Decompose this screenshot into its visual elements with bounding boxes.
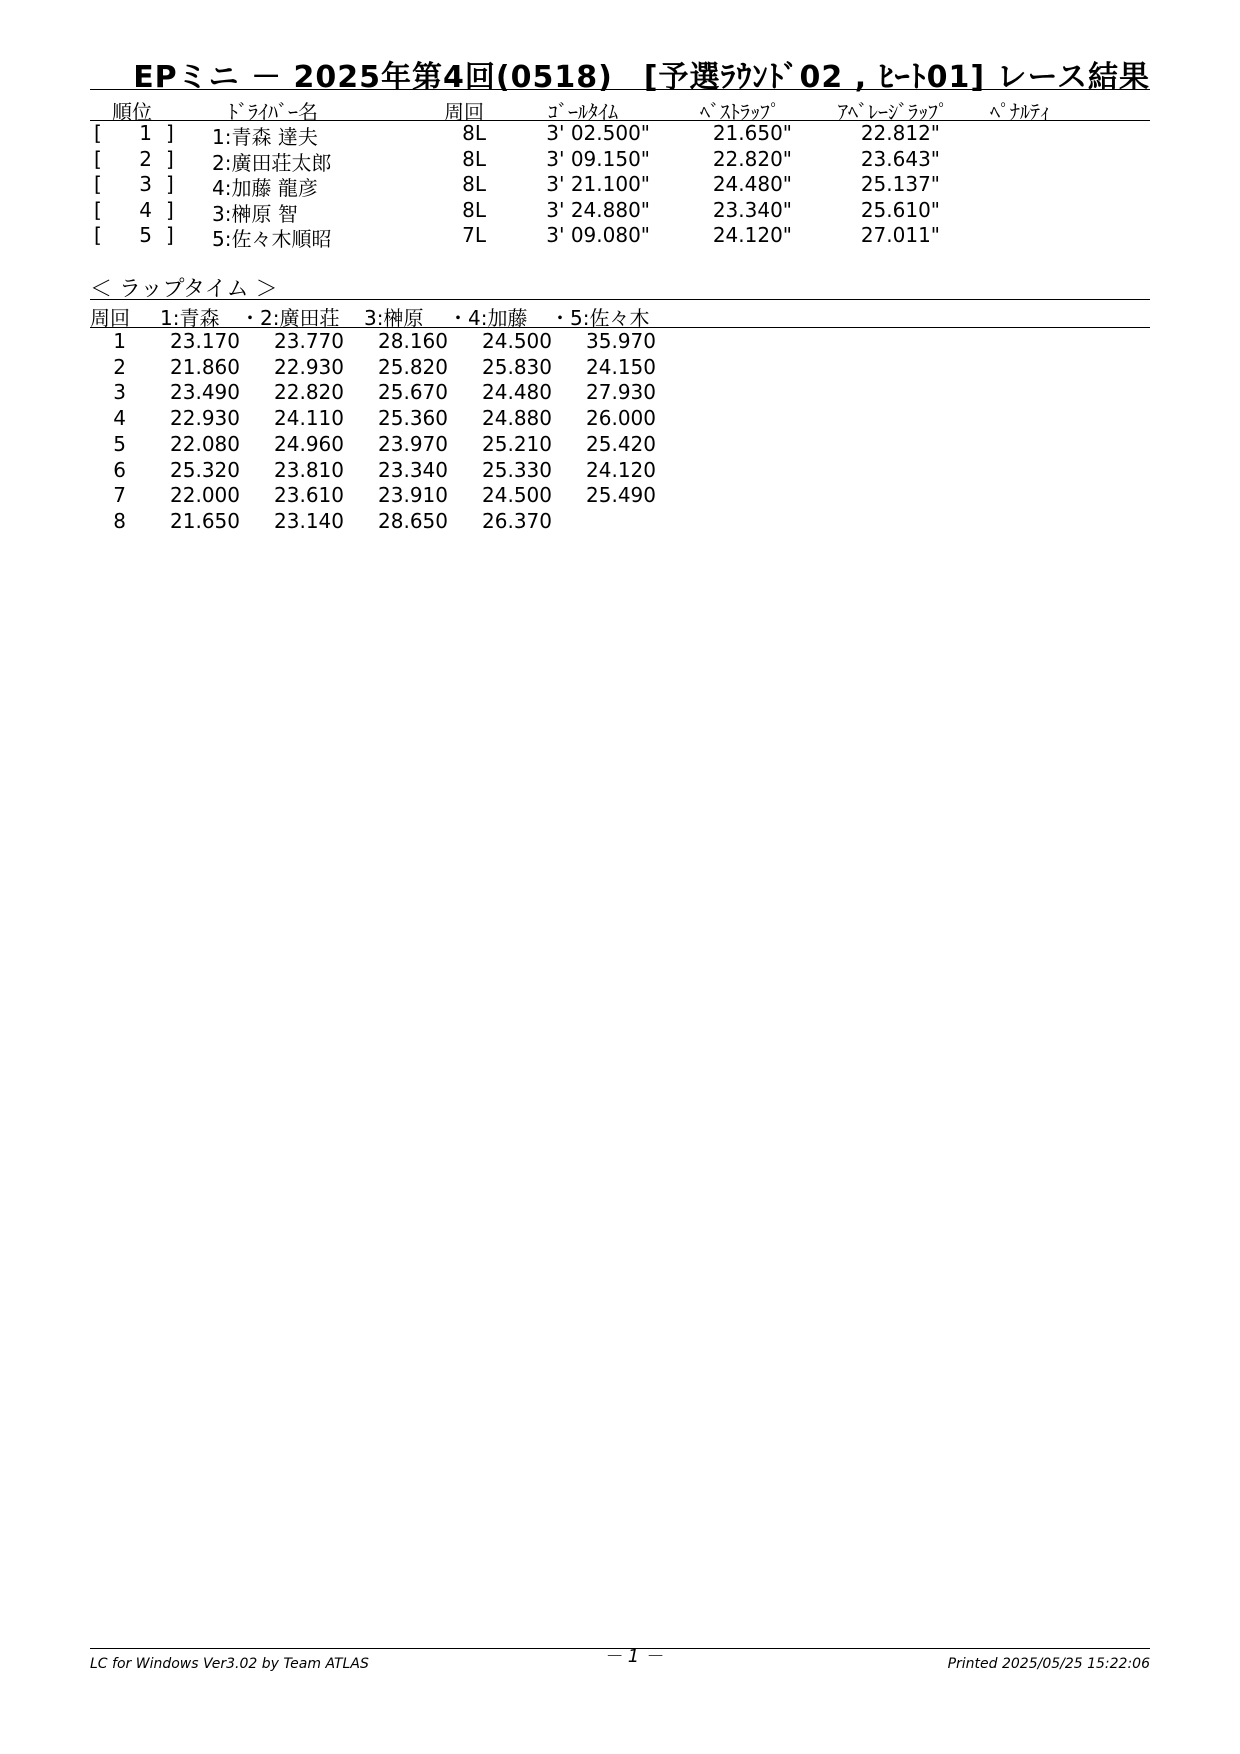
laptime-header-driver-3: 3:榊原 <box>364 306 424 330</box>
position-value: 2 <box>139 146 152 171</box>
header-goal-time: ｺﾞｰﾙﾀｲﾑ <box>548 100 618 124</box>
average-lap-value: 23.643" <box>860 146 940 171</box>
goal-time-value: 3' 09.150" <box>546 146 650 171</box>
lap-time-driver-2: 23.610 <box>274 483 344 508</box>
laptime-header-driver-4: ・4:加藤 <box>448 306 528 330</box>
lap-time-driver-2: 23.140 <box>274 508 344 533</box>
bracket-close: ] <box>166 197 174 222</box>
lap-time-driver-4: 24.500 <box>482 483 552 508</box>
goal-time-value: 3' 02.500" <box>546 121 650 145</box>
laptime-header-driver-5: ・5:佐々木 <box>550 306 650 330</box>
lap-time-driver-2: 24.110 <box>274 406 344 431</box>
goal-time-value: 3' 21.100" <box>546 172 650 196</box>
average-lap-value: 27.011" <box>860 223 940 247</box>
position-value: 4 <box>139 197 152 222</box>
lap-time-driver-5: 25.490 <box>586 483 656 508</box>
laptime-header-rule <box>90 327 1150 328</box>
footer-software: LC for Windows Ver3.02 by Team ATLAS <box>90 1656 369 1672</box>
position-value: 5 <box>139 223 152 247</box>
best-lap-value: 24.120" <box>712 223 792 247</box>
header-average-lap: ｱﾍﾞﾚｰｼﾞﾗｯﾌﾟ <box>838 100 948 124</box>
driver-name: 5:佐々木順昭 <box>212 227 332 251</box>
lap-time-driver-1: 22.000 <box>170 483 240 508</box>
best-lap-value: 22.820" <box>712 146 792 171</box>
lap-number: 6 <box>113 457 126 482</box>
lap-time-driver-3: 25.360 <box>378 406 448 431</box>
driver-name: 3:榊原 智 <box>212 201 298 226</box>
goal-time-value: 3' 09.080" <box>546 223 650 247</box>
laps-value: 8L <box>462 146 486 171</box>
best-lap-value: 23.340" <box>712 197 792 222</box>
header-driver: ﾄﾞﾗｲﾊﾞｰ名 <box>228 100 318 124</box>
lap-time-driver-1: 21.650 <box>170 508 240 533</box>
lap-number: 7 <box>113 483 126 508</box>
laps-value: 8L <box>462 172 486 196</box>
average-lap-value: 25.610" <box>860 197 940 222</box>
position-value: 1 <box>139 121 152 145</box>
title-rule <box>90 89 1150 90</box>
lap-time-driver-3: 23.910 <box>378 483 448 508</box>
lap-time-driver-1: 22.080 <box>170 431 240 456</box>
laps-value: 8L <box>462 197 486 222</box>
lap-time-driver-4: 26.370 <box>482 508 552 533</box>
lap-time-driver-3: 25.820 <box>378 354 448 379</box>
position-value: 3 <box>139 172 152 196</box>
lap-time-driver-4: 24.500 <box>482 329 552 353</box>
lap-time-driver-5: 25.420 <box>586 431 656 456</box>
lap-time-driver-1: 21.860 <box>170 354 240 379</box>
lap-time-driver-1: 23.170 <box>170 329 240 353</box>
average-lap-value: 22.812" <box>860 121 940 145</box>
lap-number: 1 <box>113 329 126 353</box>
page-title: EPミニ － 2025年第4回(0518) [予選ﾗｳﾝﾄﾞ02 , ﾋｰﾄ01] レース結果 <box>133 60 1150 95</box>
bracket-open: [ <box>94 197 102 222</box>
lap-time-driver-3: 28.160 <box>378 329 448 353</box>
lap-time-driver-2: 23.770 <box>274 329 344 353</box>
lap-time-driver-5: 35.970 <box>586 329 656 353</box>
bracket-close: ] <box>166 146 174 171</box>
bracket-close: ] <box>166 223 174 247</box>
lap-time-driver-4: 24.880 <box>482 406 552 431</box>
lap-number: 5 <box>113 431 126 456</box>
lap-time-driver-4: 25.330 <box>482 457 552 482</box>
bracket-open: [ <box>94 172 102 196</box>
lap-number: 2 <box>113 354 126 379</box>
goal-time-value: 3' 24.880" <box>546 197 650 222</box>
laps-value: 8L <box>462 121 486 145</box>
laptime-caption: ＜ ラップタイム ＞ <box>90 277 278 302</box>
lap-time-driver-3: 25.670 <box>378 380 448 405</box>
laptime-header-driver-1: 1:青森 <box>160 306 220 330</box>
driver-name: 2:廣田荘太郎 <box>212 150 332 175</box>
bracket-close: ] <box>166 121 174 145</box>
lap-time-driver-1: 25.320 <box>170 457 240 482</box>
laptime-top-rule <box>90 299 1150 300</box>
best-lap-value: 21.650" <box>712 121 792 145</box>
bracket-open: [ <box>94 146 102 171</box>
header-penalty: ﾍﾟﾅﾙﾃｨ <box>990 100 1050 124</box>
bracket-open: [ <box>94 121 102 145</box>
lap-time-driver-2: 24.960 <box>274 431 344 456</box>
lap-time-driver-1: 23.490 <box>170 380 240 405</box>
best-lap-value: 24.480" <box>712 172 792 196</box>
driver-name: 4:加藤 龍彦 <box>212 176 318 200</box>
header-laps: 周回 <box>444 100 484 124</box>
lap-time-driver-5: 27.930 <box>586 380 656 405</box>
lap-time-driver-2: 22.930 <box>274 354 344 379</box>
lap-time-driver-4: 25.210 <box>482 431 552 456</box>
lap-time-driver-5: 24.150 <box>586 354 656 379</box>
lap-number: 3 <box>113 380 126 405</box>
laptime-header-driver-2: ・2:廣田荘 <box>240 306 340 330</box>
header-best-lap: ﾍﾞｽﾄﾗｯﾌﾟ <box>700 100 780 124</box>
lap-time-driver-1: 22.930 <box>170 406 240 431</box>
lap-time-driver-5: 26.000 <box>586 406 656 431</box>
lap-time-driver-5: 24.120 <box>586 457 656 482</box>
bracket-close: ] <box>166 172 174 196</box>
lap-time-driver-3: 23.970 <box>378 431 448 456</box>
laptime-header-lap: 周回 <box>90 306 130 330</box>
header-position: 順位 <box>112 100 152 124</box>
lap-time-driver-2: 23.810 <box>274 457 344 482</box>
bracket-open: [ <box>94 223 102 247</box>
driver-name: 1:青森 達夫 <box>212 125 318 149</box>
lap-time-driver-4: 25.830 <box>482 354 552 379</box>
average-lap-value: 25.137" <box>860 172 940 196</box>
lap-time-driver-4: 24.480 <box>482 380 552 405</box>
lap-number: 4 <box>113 406 126 431</box>
lap-time-driver-2: 22.820 <box>274 380 344 405</box>
footer-printed-at: Printed 2025/05/25 15:22:06 <box>947 1656 1150 1672</box>
lap-time-driver-3: 23.340 <box>378 457 448 482</box>
footer-page-number: － 1 － <box>604 1646 663 1667</box>
laps-value: 7L <box>462 223 486 247</box>
lap-number: 8 <box>113 508 126 533</box>
lap-time-driver-3: 28.650 <box>378 508 448 533</box>
